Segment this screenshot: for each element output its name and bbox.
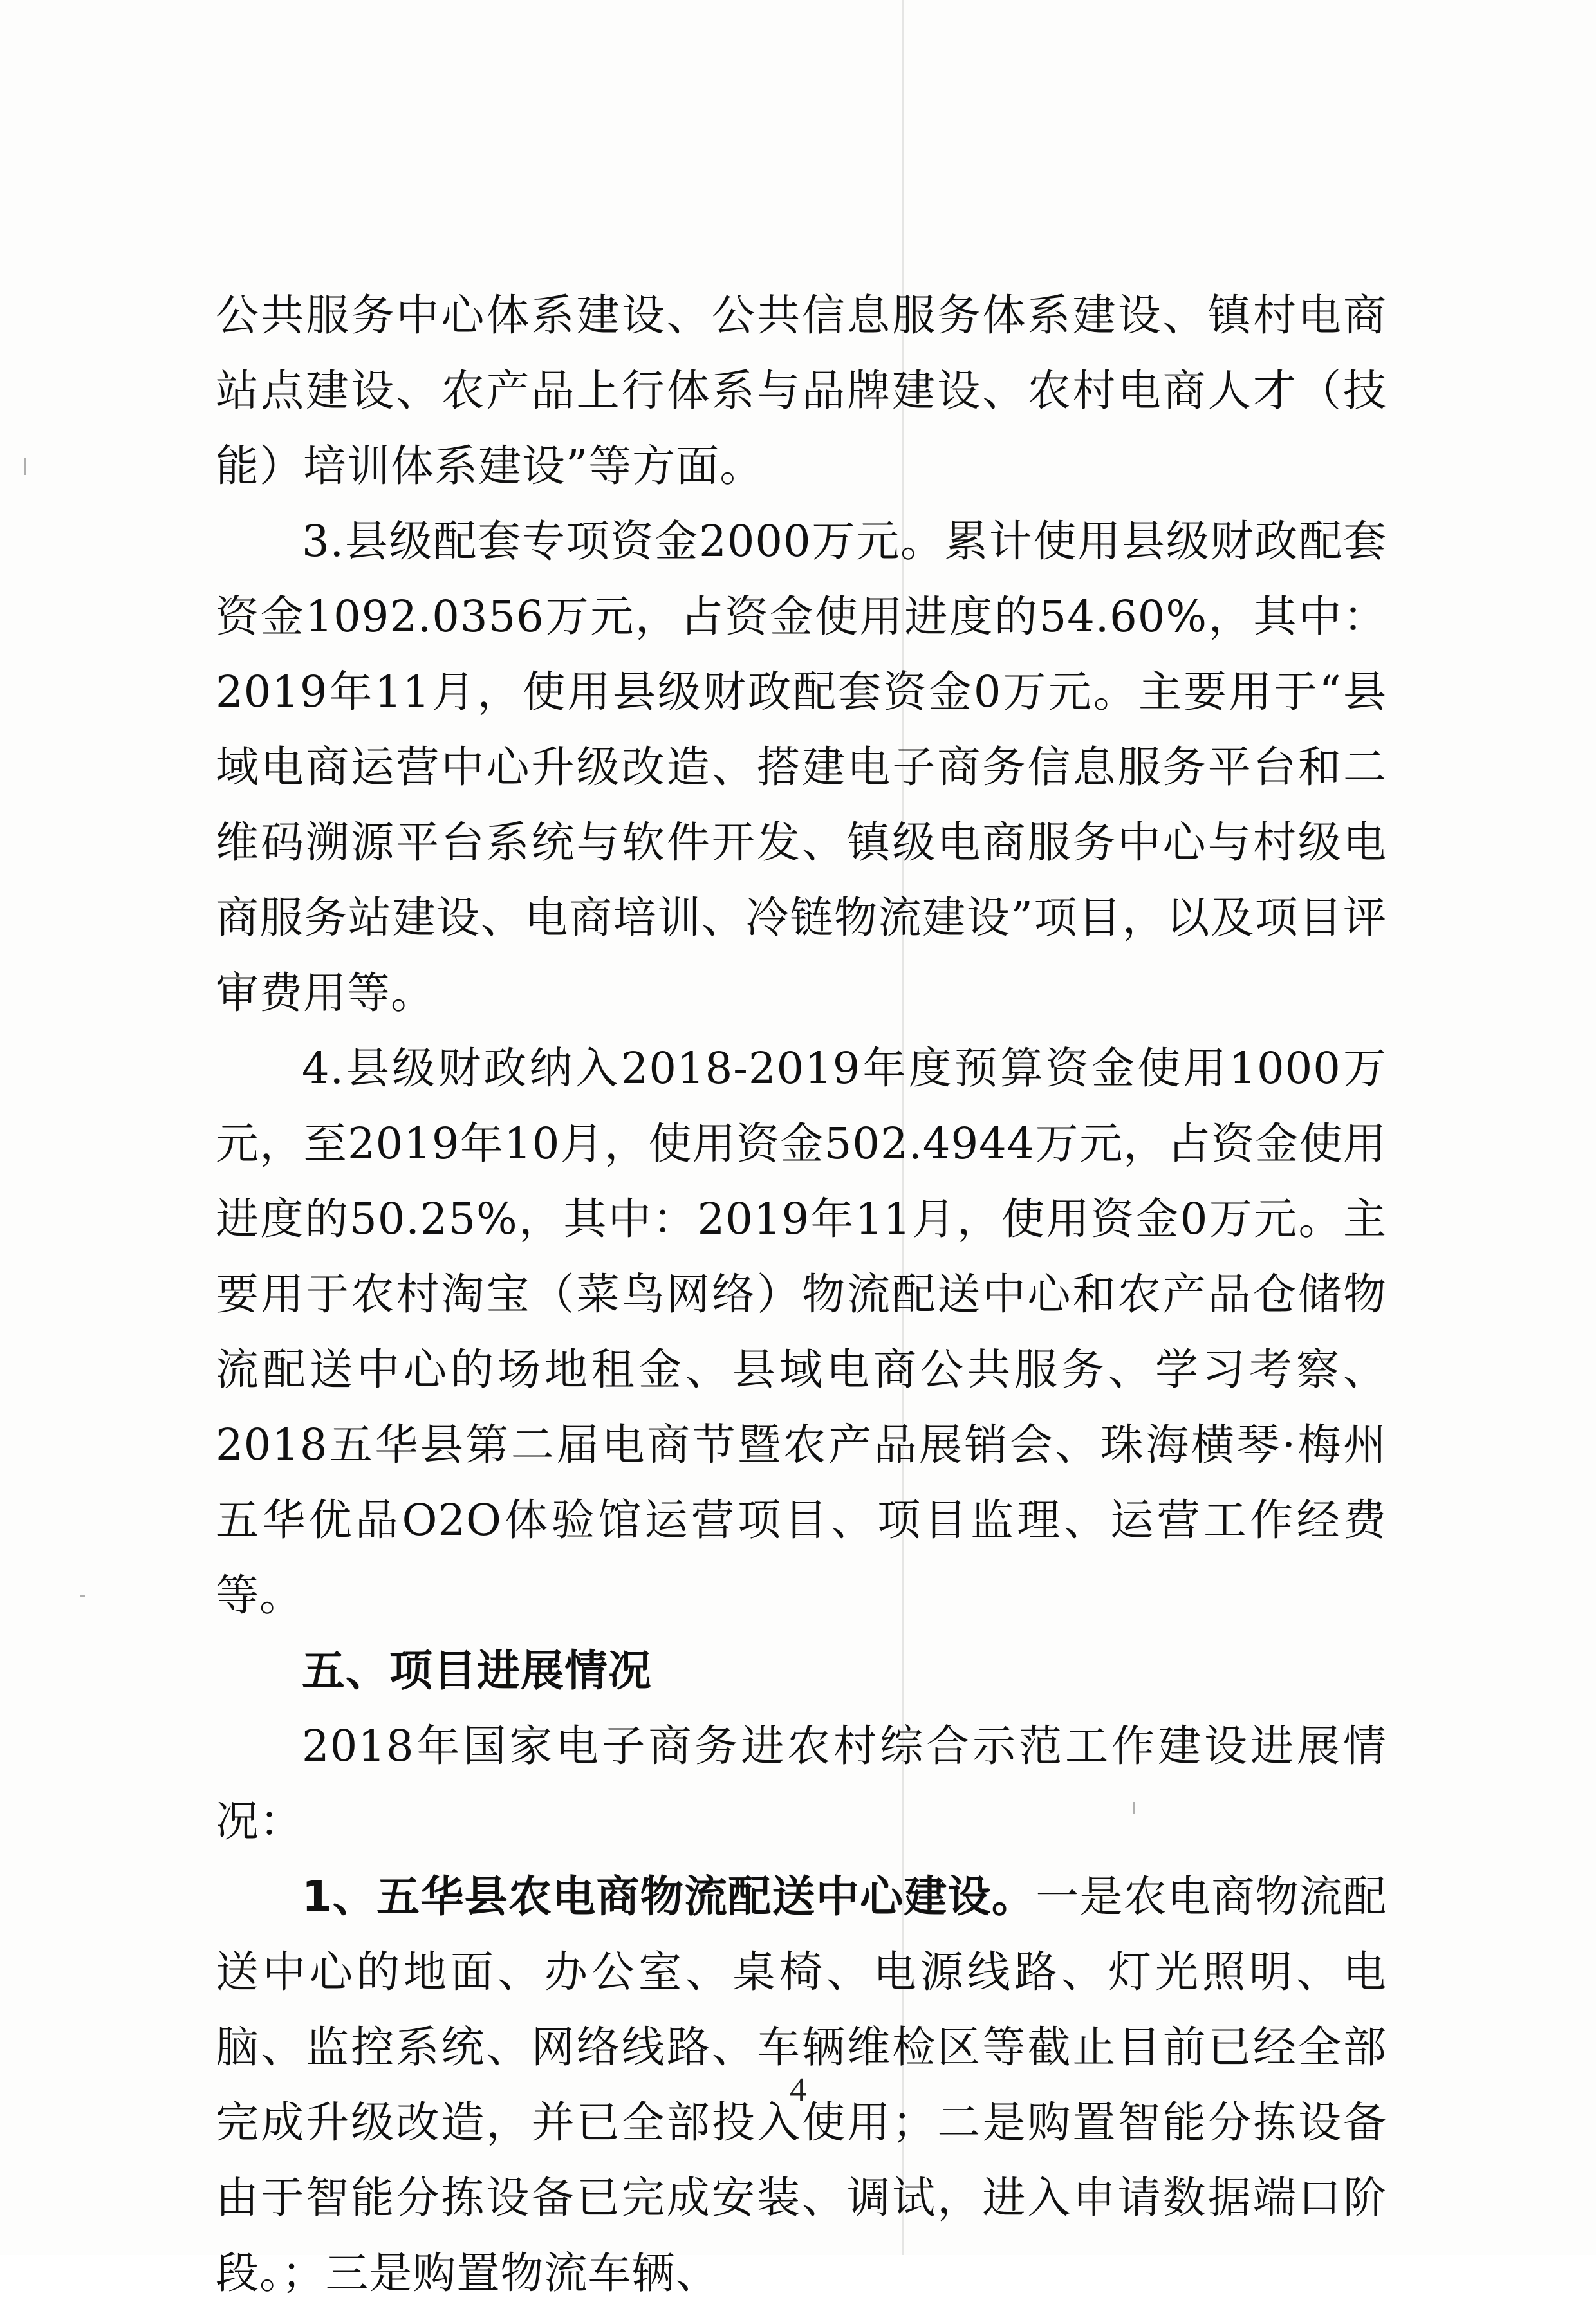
item-lead-title: 1、五华县农电商物流配送中心建设。 [302,1871,1036,1922]
paragraph-continuation: 公共服务中心体系建设、公共信息服务体系建设、镇村电商站点建设、农产品上行体系与品牌建设、农村电商人才（技能）培训体系建设”等方面。 [216,290,1387,491]
scan-speck [80,1595,85,1597]
page-number: 4 [790,2072,806,2108]
paragraph-county-budget-funds: 4.县级财政纳入2018-2019年度预算资金使用1000万元，至2019年10月，使用资金502.4944万元，占资金使用进度的50.25%，其中：2019年11月，使用资金0万元。主要用于农村淘宝（菜鸟网络）物流配送中心和农产品仓储物流配送中心的场地租金、县域电商公共服务、学习考察、2018五华县第二届电商节暨农产品展销会、珠海横琴·梅州五华优品O2O体验馆运营项目、项目监理、运营工作经费等。 [216,1043,1387,1620]
document-body [216,278,1387,2311]
section-heading: 五、项目进展情况 [302,1646,652,1696]
item-body-text: 一是农电商物流配送中心的地面、办公室、桌椅、电源线路、灯光照明、电脑、监控系统、网络线路、车辆维检区等截止目前已经全部完成升级改造，并已全部投入使用；二是购置智能分拣设备由于智能分拣设备已完成安装、调试，进入申请数据端口阶段。；三是购置物流车辆、 [216,1871,1387,2298]
section-intro: 2018年国家电子商务进农村综合示范工作建设进展情况： [216,1721,1387,1846]
paragraph-county-matching-funds: 3.县级配套专项资金2000万元。累计使用县级财政配套资金1092.0356万元，占资金使用进度的54.60%，其中：2019年11月，使用县级财政配套资金0万元。主要用于“县域电商运营中心升级改造、搭建电子商务信息服务平台和二维码溯源平台系统与软件开发、镇级电商服务中心与村级电商服务站建设、电商培训、冷链物流建设”项目，以及项目评审费用等。 [216,516,1387,1018]
scan-speck [24,458,26,475]
